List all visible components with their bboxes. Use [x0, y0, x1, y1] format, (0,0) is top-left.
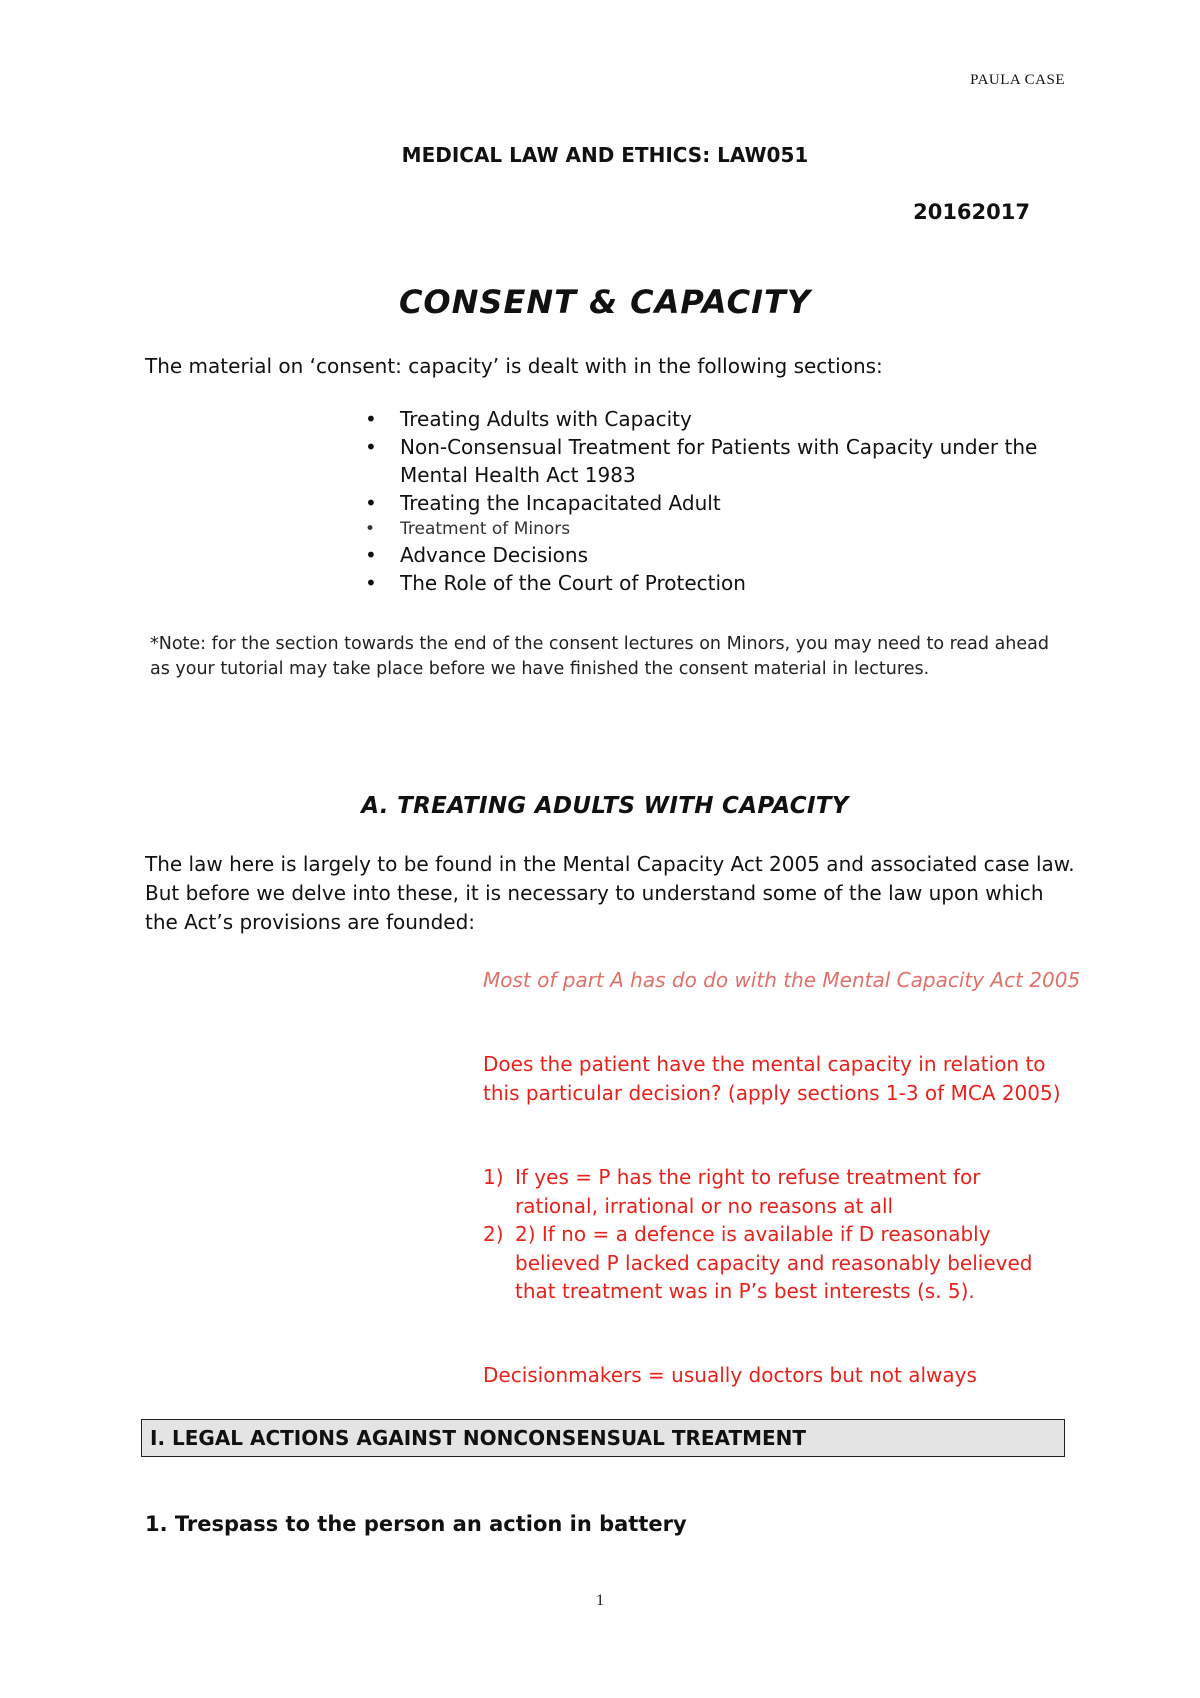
list-item — [365, 517, 1085, 541]
list-item-text: The Role of the Court of Protection — [400, 571, 746, 595]
annotation-points — [483, 1163, 1063, 1306]
section-a-body: The law here is largely to be found in the Mental Capacity Act 2005 and associated case law. But before we delve into these, it is necessary to understand some of the law upon which the Act’s provisions are founded: — [145, 852, 1075, 934]
course-title: MEDICAL LAW AND ETHICS: LAW051 — [401, 143, 809, 167]
list-item — [365, 433, 1085, 489]
academic-year: 20162017 — [913, 200, 1030, 224]
intro-text: The material on ‘consent: capacity’ is dealt with in the following sections: — [145, 354, 883, 378]
annotation-question: Does the patient have the mental capacity in relation to this particular decision? (apply sections 1-3 of MCA 2005) — [483, 1052, 1061, 1105]
section-a-heading: A. TREATING ADULTS WITH CAPACITY — [361, 793, 849, 819]
sections-list — [365, 405, 1085, 597]
list-item-text: Advance Decisions — [400, 543, 589, 567]
list-item — [365, 489, 1085, 517]
annotation-point — [483, 1163, 1063, 1220]
point-text: If yes = P has the right to refuse treatment for rational, irrational or no reasons at all — [515, 1165, 981, 1218]
note-text: *Note: for the section towards the end of the consent lectures on Minors, you may need to read ahead as your tutorial may take place before we have finished the consent material in lectures. — [150, 634, 1049, 679]
point-number: 1) — [483, 1165, 504, 1189]
bullet-icon: • — [365, 435, 377, 459]
list-item-text: Treating the Incapacitated Adult — [400, 491, 721, 515]
annotation-point — [483, 1220, 1063, 1306]
bullet-icon: • — [365, 571, 377, 595]
bullet-icon: • — [365, 491, 377, 515]
point-text: 2) If no = a defence is available if D reasonably believed P lacked capacity and reasonably believed that treatment was in P’s best interests (s. 5). — [515, 1222, 1033, 1303]
list-item-text: Treating Adults with Capacity — [400, 407, 692, 431]
subsection-heading-box: I. LEGAL ACTIONS AGAINST NONCONSENSUAL TREATMENT — [141, 1419, 1065, 1457]
annotation-decisionmakers: Decisionmakers = usually doctors but not always — [483, 1363, 977, 1387]
bullet-icon: • — [365, 519, 376, 539]
bullet-icon: • — [365, 543, 377, 567]
bullet-icon: • — [365, 407, 377, 431]
subsection-point-heading: 1. Trespass to the person an action in battery — [145, 1512, 687, 1536]
list-item-text: Treatment of Minors — [400, 519, 571, 539]
annotation-italic-note: Most of part A has do do with the Mental Capacity Act 2005 — [483, 968, 1081, 992]
point-number: 2) — [483, 1222, 504, 1246]
list-item — [365, 541, 1085, 569]
list-item-text: Non-Consensual Treatment for Patients with Capacity under the Mental Health Act 1983 — [400, 435, 1038, 487]
document-title: CONSENT & CAPACITY — [398, 283, 812, 321]
page-header-author: PAULA CASE — [970, 72, 1065, 88]
page-number: 1 — [596, 1592, 604, 1609]
list-item — [365, 405, 1085, 433]
list-item — [365, 569, 1085, 597]
